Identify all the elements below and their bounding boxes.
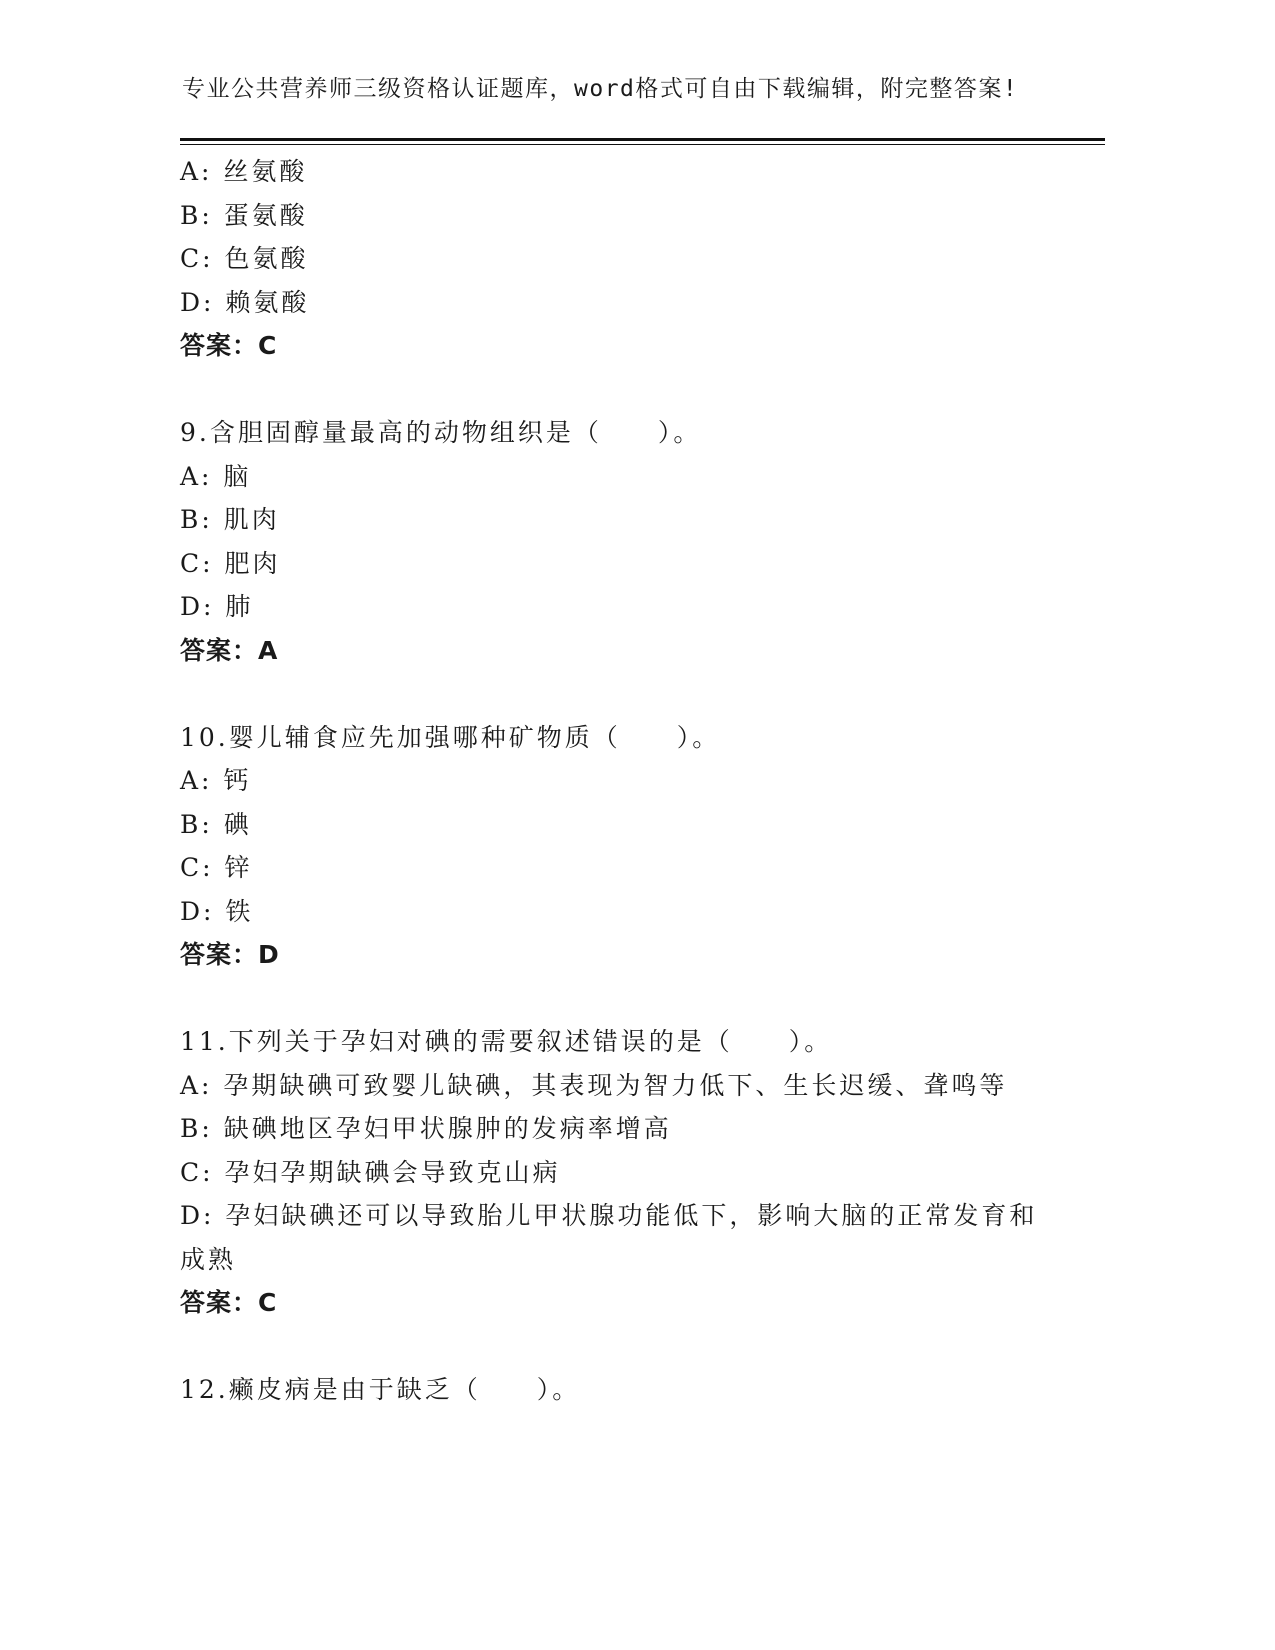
- q9-option-d: D: 肺: [180, 592, 254, 621]
- q11-option-b: B: 缺碘地区孕妇甲状腺肿的发病率增高: [180, 1114, 672, 1143]
- spacer: [180, 977, 1060, 1021]
- q11-option-a: A: 孕期缺碘可致婴儿缺碘，其表现为智力低下、生长迟缓、聋鸣等: [180, 1070, 1008, 1100]
- q9-question: 9.含胆固醇量最高的动物组织是（ ）。: [180, 418, 702, 447]
- q11-question: 11.下列关于孕妇对碘的需要叙述错误的是（ ）。: [180, 1027, 833, 1056]
- question-10-block: [180, 716, 1060, 977]
- q8-option-d: D: 赖氨酸: [180, 287, 310, 317]
- spacer: [180, 368, 1060, 412]
- question-content: [180, 150, 1060, 1412]
- page-header: 专业公共营养师三级资格认证题库，word格式可自由下载编辑，附完整答案!: [182, 76, 1019, 102]
- q11-option-c: C: 孕妇孕期缺碘会导致克山病: [180, 1157, 561, 1187]
- q10-option-c: C: 锌: [180, 853, 253, 882]
- q8-option-b: B: 蛋氨酸: [180, 200, 308, 230]
- spacer: [180, 1325, 1060, 1369]
- spacer: [180, 672, 1060, 716]
- q8-answer: 答案：C: [180, 331, 278, 360]
- question-12-block: [180, 1368, 1060, 1412]
- header-rule-thick: [180, 138, 1105, 141]
- q10-question: 10.婴儿辅食应先加强哪种矿物质（ ）。: [180, 722, 721, 752]
- q10-option-d: D: 铁: [180, 896, 254, 926]
- q9-answer: 答案：A: [180, 635, 279, 665]
- q9-option-c: C: 肥肉: [180, 548, 281, 578]
- q11-option-d: D: 孕妇缺碘还可以导致胎儿甲状腺功能低下，影响大脑的正常发育和成熟: [180, 1201, 1038, 1274]
- question-8-block: [180, 150, 1060, 368]
- q11-answer: 答案：C: [180, 1288, 278, 1317]
- q8-option-a: A: 丝氨酸: [180, 157, 308, 186]
- question-9-block: [180, 411, 1060, 672]
- q9-option-b: B: 肌肉: [180, 505, 280, 534]
- q10-option-b: B: 碘: [180, 809, 252, 839]
- q8-option-c: C: 色氨酸: [180, 244, 309, 273]
- q10-answer: 答案：D: [180, 940, 280, 969]
- q10-option-a: A: 钙: [180, 766, 252, 795]
- question-11-block: [180, 1020, 1060, 1325]
- header-rule-thin: [180, 144, 1105, 145]
- q9-option-a: A: 脑: [180, 461, 252, 491]
- q12-question: 12.癞皮病是由于缺乏（ ）。: [180, 1375, 581, 1404]
